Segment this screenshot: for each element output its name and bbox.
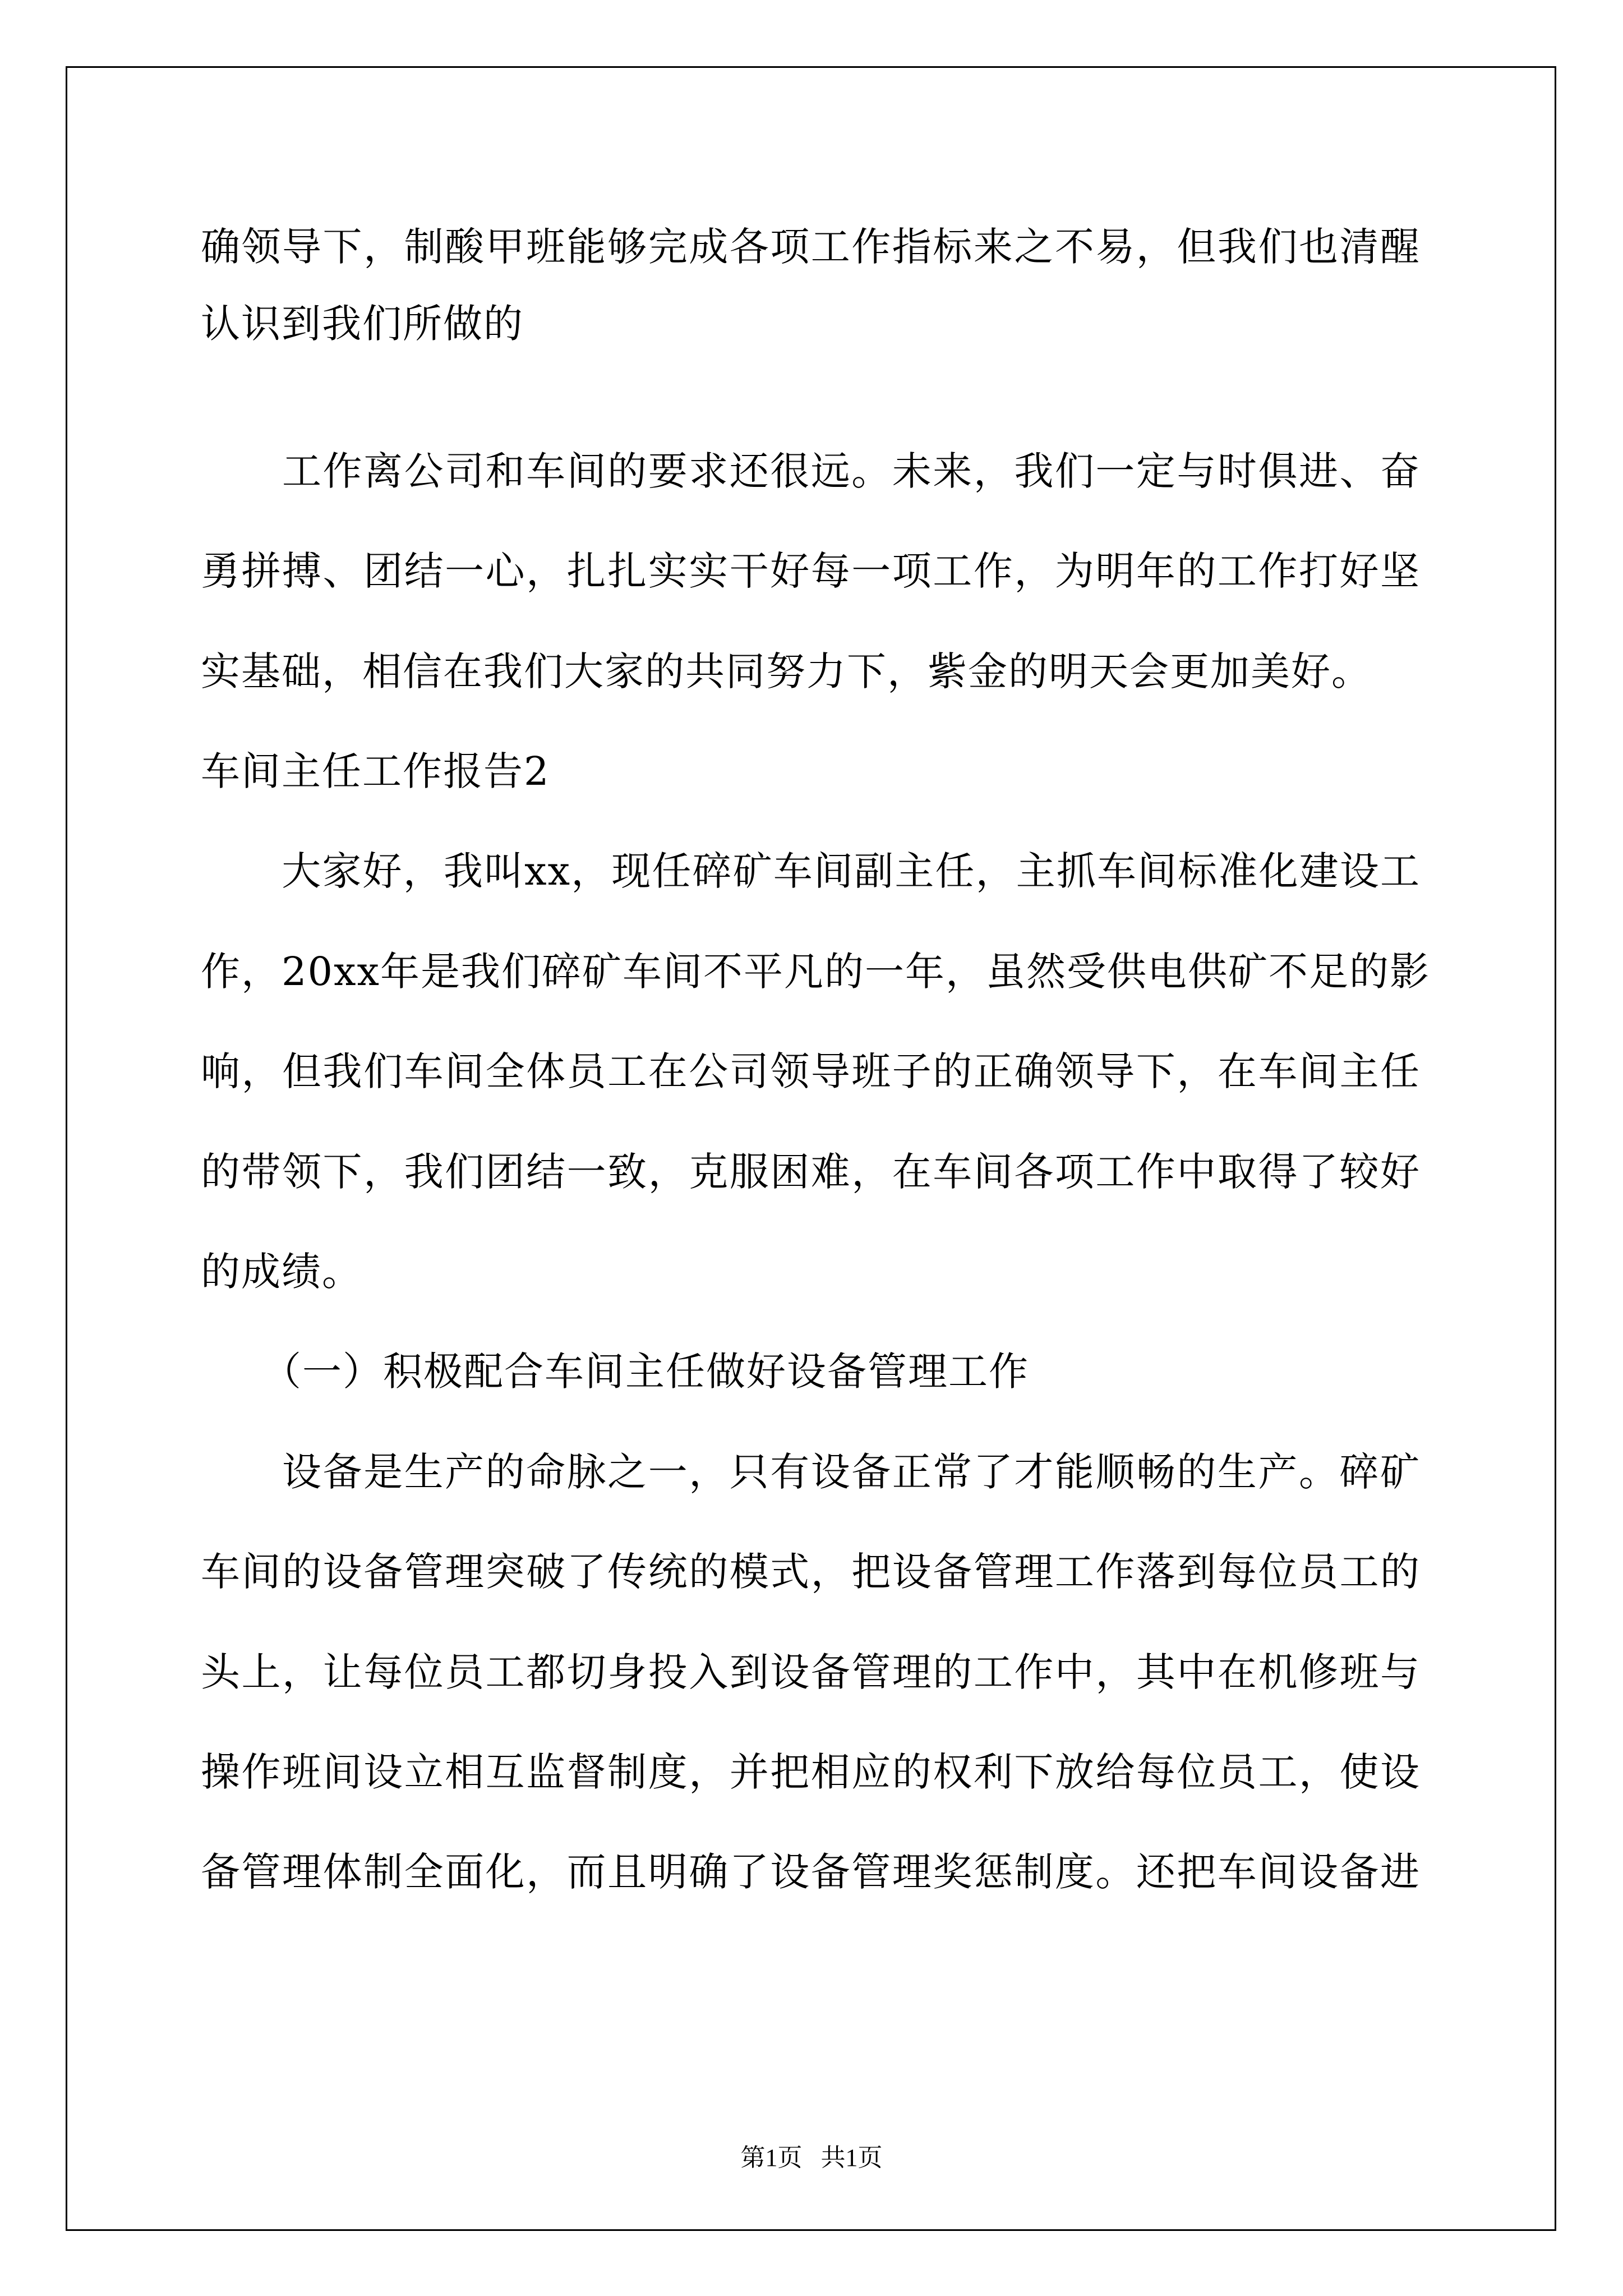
body-line-15: 头上，让每位员工都切身投入到设备管理的工作中，其中在机修班与	[201, 1649, 1421, 1695]
body-line-4: 勇拼搏、团结一心，扎扎实实干好每一项工作，为明年的工作打好坚	[201, 548, 1421, 594]
body-line-8: 作，20xx年是我们碎矿车间不平凡的一年，虽然受供电供矿不足的影	[201, 949, 1431, 995]
body-line-13: 设备是生产的命脉之一，只有设备正常了才能顺畅的生产。碎矿	[201, 1449, 1421, 1495]
body-line-5: 实基础，相信在我们大家的共同努力下，紫金的明天会更加美好。	[201, 648, 1372, 694]
body-line-16: 操作班间设立相互监督制度，并把相应的权利下放给每位员工，使设	[201, 1749, 1421, 1795]
section-heading: 车间主任工作报告2	[201, 748, 550, 794]
body-line-2: 认识到我们所做的	[201, 301, 524, 347]
body-line-9: 响，但我们车间全体员工在公司领导班子的正确领导下，在车间主任	[201, 1048, 1421, 1094]
page-footer: 第1页 共1页	[740, 2144, 883, 2171]
body-line-17: 备管理体制全面化，而且明确了设备管理奖惩制度。还把车间设备进	[201, 1849, 1421, 1895]
body-line-10: 的带领下，我们团结一致，克服困难，在车间各项工作中取得了较好	[201, 1149, 1421, 1195]
body-line-14: 车间的设备管理突破了传统的模式，把设备管理工作落到每位员工的	[201, 1549, 1421, 1595]
body-line-7: 大家好，我叫xx，现任碎矿车间副主任，主抓车间标准化建设工	[201, 848, 1421, 894]
body-line-11: 的成绩。	[201, 1249, 362, 1295]
body-line-1: 确领导下，制酸甲班能够完成各项工作指标来之不易，但我们也清醒	[201, 224, 1421, 270]
subsection-heading: （一）积极配合车间主任做好设备管理工作	[201, 1349, 1029, 1395]
body-line-3: 工作离公司和车间的要求还很远。未来，我们一定与时俱进、奋	[201, 448, 1421, 494]
